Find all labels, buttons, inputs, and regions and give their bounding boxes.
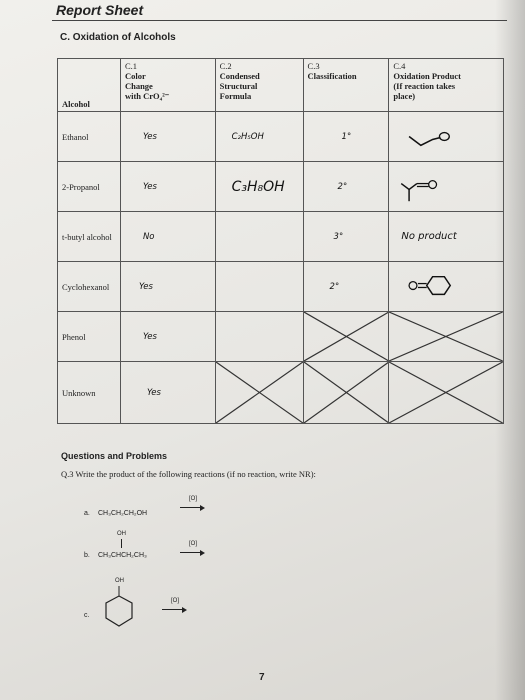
header-c1-line: Color bbox=[124, 71, 146, 81]
classification-answer: 3° bbox=[303, 212, 389, 262]
cross-out-mark bbox=[216, 362, 303, 423]
crossed-out-cell bbox=[389, 312, 504, 362]
header-alcohol bbox=[58, 59, 121, 112]
oxidant-label: [O] bbox=[188, 496, 197, 502]
product-answer: No product bbox=[389, 212, 504, 262]
crossed-out-cell bbox=[389, 362, 504, 424]
arrow-head-icon bbox=[200, 550, 205, 556]
table-row bbox=[58, 162, 504, 212]
reaction-c-label: c. bbox=[84, 612, 90, 619]
header-c3-number: C.3 bbox=[307, 61, 320, 71]
crossed-out-cell bbox=[303, 312, 389, 362]
header-c4-line: (If reaction takes bbox=[393, 81, 456, 91]
alcohol-name: Ethanol bbox=[58, 112, 121, 162]
arrow-shaft bbox=[162, 609, 184, 610]
header-c4-line: place) bbox=[393, 91, 416, 101]
reaction-c-oh-label: OH bbox=[115, 578, 124, 584]
cross-out-mark bbox=[389, 362, 503, 423]
header-c1-number: C.1 bbox=[124, 61, 137, 71]
alcohol-name: Unknown bbox=[58, 362, 121, 424]
crossed-out-cell bbox=[303, 362, 389, 424]
header-c1-line: Change bbox=[124, 81, 153, 91]
crossed-out-cell bbox=[215, 362, 303, 424]
oh-bond-line bbox=[121, 539, 122, 548]
header-c2-line: Condensed bbox=[219, 71, 260, 81]
reaction-c-arrow bbox=[162, 598, 188, 612]
title-rule bbox=[52, 20, 507, 21]
color-change-answer: Yes bbox=[120, 112, 215, 162]
classification-answer: 2° bbox=[303, 262, 389, 312]
reaction-b-label: b. bbox=[84, 552, 90, 559]
arrow-head-icon bbox=[182, 607, 187, 613]
formula-answer: C₂H₅OH bbox=[215, 112, 303, 162]
header-c1 bbox=[120, 59, 215, 112]
results-table bbox=[57, 58, 504, 424]
table-row bbox=[58, 112, 504, 162]
header-c2-line: Formula bbox=[219, 91, 252, 101]
page-number: 7 bbox=[259, 672, 265, 683]
oxidant-label: [O] bbox=[188, 541, 197, 547]
alcohol-name: Cyclohexanol bbox=[58, 262, 121, 312]
product-sketch bbox=[389, 112, 504, 162]
reaction-b-arrow bbox=[180, 541, 206, 555]
formula-answer bbox=[215, 312, 303, 362]
table-row bbox=[58, 362, 504, 424]
section-heading: C. Oxidation of Alcohols bbox=[60, 32, 176, 43]
oxidant-label: [O] bbox=[170, 598, 179, 604]
classification-answer: 2° bbox=[303, 162, 389, 212]
table-row bbox=[58, 262, 504, 312]
cyclohexanol-ring-drawing bbox=[100, 586, 136, 634]
reaction-b-oh-label: OH bbox=[117, 531, 126, 537]
ketone-structure-drawing bbox=[389, 162, 503, 211]
reaction-a-formula: CH₃CH₂CH₂OH bbox=[98, 510, 148, 517]
header-c4 bbox=[389, 59, 504, 112]
alcohol-name: Phenol bbox=[58, 312, 121, 362]
product-sketch bbox=[389, 262, 504, 312]
color-change-answer: Yes bbox=[120, 362, 215, 424]
product-sketch bbox=[389, 162, 504, 212]
arrow-head-icon bbox=[200, 505, 205, 511]
table-row bbox=[58, 212, 504, 262]
color-change-answer: Yes bbox=[120, 312, 215, 362]
header-c3 bbox=[303, 59, 389, 112]
page-title: Report Sheet bbox=[56, 2, 144, 18]
reaction-a-label: a. bbox=[84, 510, 90, 517]
question-3-prompt: Q.3 Write the product of the following reactions (if no reaction, write NR): bbox=[61, 469, 316, 479]
cross-out-mark bbox=[304, 362, 389, 423]
table-row bbox=[58, 312, 504, 362]
cross-out-mark bbox=[389, 312, 503, 361]
table-header-row bbox=[58, 59, 504, 112]
color-change-answer: Yes bbox=[120, 262, 215, 312]
alcohol-name: 2-Propanol bbox=[58, 162, 121, 212]
alcohol-name: t-butyl alcohol bbox=[58, 212, 121, 262]
arrow-shaft bbox=[180, 552, 202, 553]
reaction-a-arrow bbox=[180, 496, 206, 510]
color-change-answer: Yes bbox=[120, 162, 215, 212]
header-c2-line: Structural bbox=[219, 81, 258, 91]
questions-heading: Questions and Problems bbox=[61, 451, 168, 461]
header-c2 bbox=[215, 59, 303, 112]
arrow-shaft bbox=[180, 507, 202, 508]
cyclohexanone-structure-drawing bbox=[389, 262, 503, 311]
cross-out-mark bbox=[304, 312, 389, 361]
formula-answer bbox=[215, 212, 303, 262]
reaction-b-formula: CH₃CHCH₂CH₃ bbox=[98, 552, 147, 559]
header-alcohol-label: Alcohol bbox=[62, 99, 90, 109]
header-c2-number: C.2 bbox=[219, 61, 232, 71]
classification-answer: 1° bbox=[303, 112, 389, 162]
color-change-answer: No bbox=[120, 212, 215, 262]
header-c4-number: C.4 bbox=[393, 61, 406, 71]
header-c1-line: with CrO₄²⁻ bbox=[124, 91, 170, 101]
header-c3-line: Classification bbox=[307, 71, 357, 81]
aldehyde-structure-drawing bbox=[389, 112, 503, 161]
formula-answer: C₃H₈OH bbox=[215, 162, 303, 212]
formula-answer bbox=[215, 262, 303, 312]
header-c4-line: Oxidation Product bbox=[393, 71, 461, 81]
